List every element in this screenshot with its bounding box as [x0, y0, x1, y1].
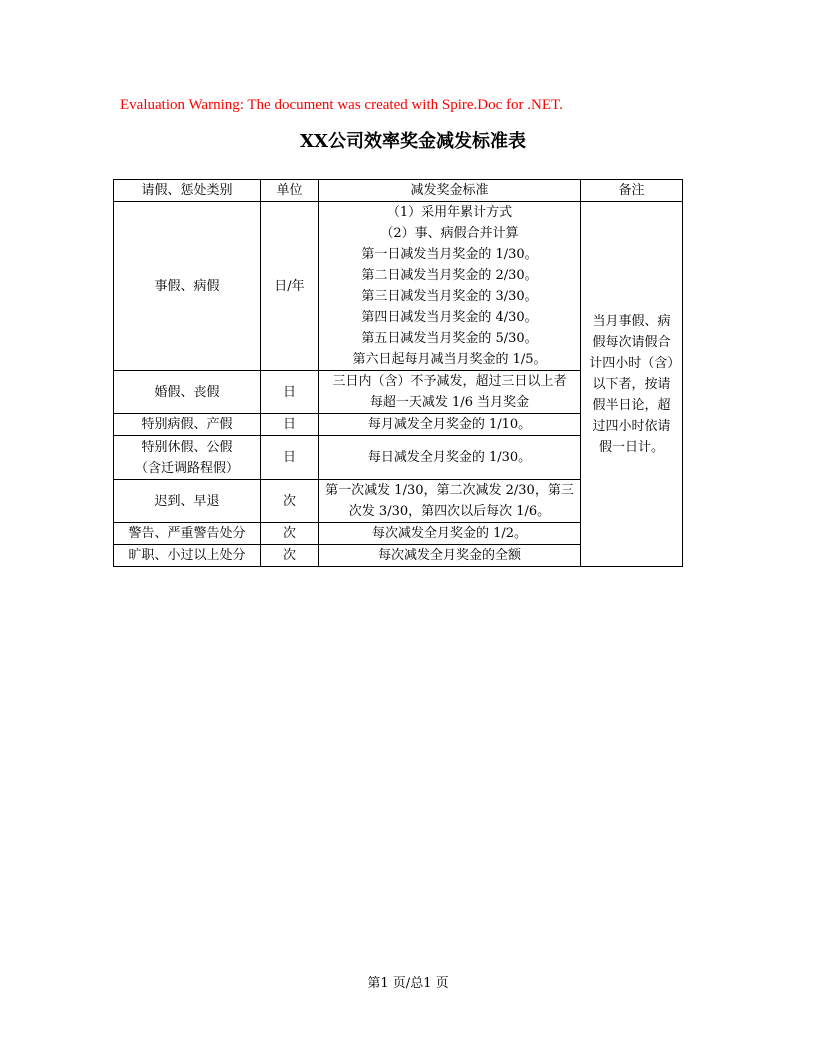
row-standard: [319, 436, 581, 480]
category-line: 迟到、早退: [154, 493, 220, 509]
category-line: 婚假、丧假: [154, 384, 220, 400]
row-unit: 日: [261, 371, 319, 414]
row-standard: [319, 480, 581, 523]
standard-line: 第三日减发当月奖金的 3/30。: [361, 289, 538, 304]
standard-line: 每日减发全月奖金的 1/30。: [367, 450, 532, 465]
page-number-footer: 第1 页/总1 页: [367, 976, 449, 991]
row-standard: [319, 523, 581, 545]
standard-line: （2）事、病假合并计算: [380, 226, 519, 241]
header-remark: 备注: [581, 180, 683, 202]
standard-line: 三日内（含）不予减发，超过三日以上者: [332, 374, 567, 389]
bonus-deduction-table: [113, 179, 683, 567]
standard-line: 次发 3/30，第四次以后每次 1/6。: [348, 504, 551, 519]
standard-line: 第一次减发 1/30，第二次减发 2/30，第三: [325, 483, 574, 498]
table-header-row: [114, 180, 683, 202]
standard-line: （1）采用年累计方式: [386, 205, 513, 220]
row-unit: 日: [261, 414, 319, 436]
remark-cell: 当月事假、病假每次请假合计四小时（含）以下者，按请假半日论，超过四小时依请假一日计。: [581, 202, 683, 567]
evaluation-warning: Evaluation Warning: The document was created with Spire.Doc for .NET.: [120, 97, 563, 113]
standard-line: 每次减发全月奖金的 1/2。: [371, 526, 528, 541]
row-unit: 次: [261, 523, 319, 545]
row-standard: [319, 371, 581, 414]
standard-line: 每超一天减发 1/6 当月奖金: [369, 395, 530, 410]
row-unit: 次: [261, 480, 319, 523]
row-unit: 日: [261, 436, 319, 480]
row-category: [114, 202, 261, 371]
row-category: [114, 436, 261, 480]
category-line: 特别休假、公假: [141, 439, 233, 455]
standard-line: 第二日减发当月奖金的 2/30。: [361, 268, 538, 283]
row-standard: [319, 202, 581, 371]
header-category: 请假、惩处类别: [114, 180, 261, 202]
row-category: [114, 545, 261, 567]
row-category: [114, 480, 261, 523]
row-standard: [319, 414, 581, 436]
category-line: 旷职、小过以上处分: [128, 548, 246, 563]
standard-line: 第六日起每月减当月奖金的 1/5。: [352, 352, 547, 367]
table-row: [114, 202, 683, 371]
category-line: （含迁调路程假）: [134, 460, 239, 476]
standard-line: 每月减发全月奖金的 1/10。: [367, 417, 532, 432]
row-category: [114, 523, 261, 545]
header-standard: 减发奖金标准: [319, 180, 581, 202]
header-unit: 单位: [261, 180, 319, 202]
row-unit: 日/年: [261, 202, 319, 371]
document-title: XX公司效率奖金减发标准表: [300, 131, 526, 152]
standard-line: 每次减发全月奖金的全额: [377, 548, 521, 563]
standard-line: 第五日减发当月奖金的 5/30。: [361, 331, 538, 346]
row-category: [114, 371, 261, 414]
row-unit: 次: [261, 545, 319, 567]
category-line: 特别病假、产假: [141, 417, 233, 432]
row-standard: [319, 545, 581, 567]
category-line: 警告、严重警告处分: [128, 526, 246, 541]
row-category: [114, 414, 261, 436]
standard-line: 第四日减发当月奖金的 4/30。: [361, 310, 538, 325]
standard-line: 第一日减发当月奖金的 1/30。: [361, 247, 538, 262]
category-line: 事假、病假: [154, 278, 220, 294]
